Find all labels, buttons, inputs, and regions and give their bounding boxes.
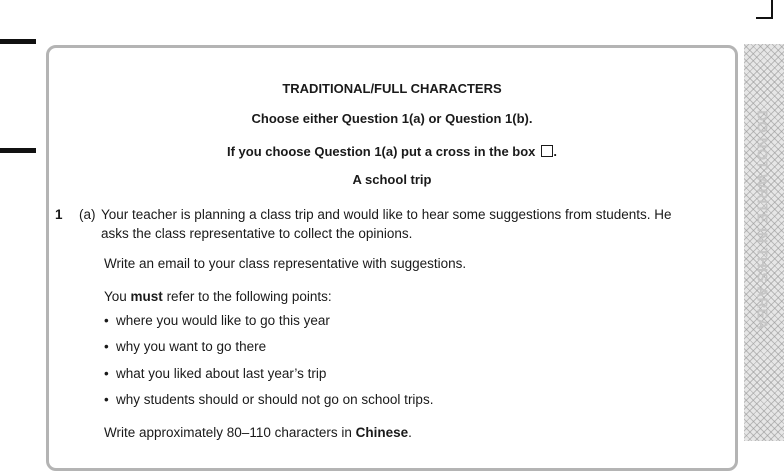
bullet-text: why you want to go there	[116, 339, 267, 354]
bullet-item	[104, 364, 326, 383]
bullet-item	[104, 311, 330, 330]
points-intro	[104, 287, 332, 306]
margin-mark-top	[0, 39, 36, 44]
question-title: A school trip	[352, 172, 432, 187]
bullet-text: why students should or should not go on school trips.	[116, 392, 434, 407]
bullet-text: what you liked about last year’s trip	[116, 366, 327, 381]
bullet-item	[104, 337, 266, 356]
length-bold: Chinese	[355, 425, 409, 440]
bullet-text: where you would like to go this year	[116, 313, 330, 328]
bullet-symbol: •	[104, 339, 109, 354]
points-intro-pre: You	[104, 289, 131, 304]
crop-mark-vertical	[771, 0, 773, 18]
crop-mark-horizontal	[756, 17, 773, 19]
bullet-item	[104, 390, 433, 409]
cross-instruction	[0, 144, 784, 159]
points-intro-bold: must	[130, 289, 163, 304]
choose-instruction: Choose either Question 1(a) or Question 1(b).	[251, 111, 533, 126]
task-instruction: Write an email to your class representative with suggestions.	[104, 256, 467, 271]
bullet-symbol: •	[104, 366, 109, 381]
cross-instruction-end: .	[553, 144, 558, 159]
length-pre: Write approximately 80–110 characters in	[104, 425, 356, 440]
question-number: 1	[55, 207, 63, 222]
question-prompt: Your teacher is planning a class trip and would like to hear some suggestions from students. He asks the class representative to collect the opinions.	[101, 207, 672, 241]
bullet-symbol: •	[104, 313, 109, 328]
answer-checkbox[interactable]	[541, 145, 553, 157]
do-not-write-label: DO NOT WRITE IN THIS AREA	[753, 110, 771, 330]
length-post: .	[408, 425, 412, 440]
cross-instruction-text: If you choose Question 1(a) put a cross in the box	[226, 144, 536, 159]
length-instruction	[104, 423, 412, 442]
points-intro-post: refer to the following points:	[162, 289, 332, 304]
question-part: (a)	[79, 207, 96, 222]
bullet-symbol: •	[104, 392, 109, 407]
script-heading: TRADITIONAL/FULL CHARACTERS	[282, 81, 502, 96]
